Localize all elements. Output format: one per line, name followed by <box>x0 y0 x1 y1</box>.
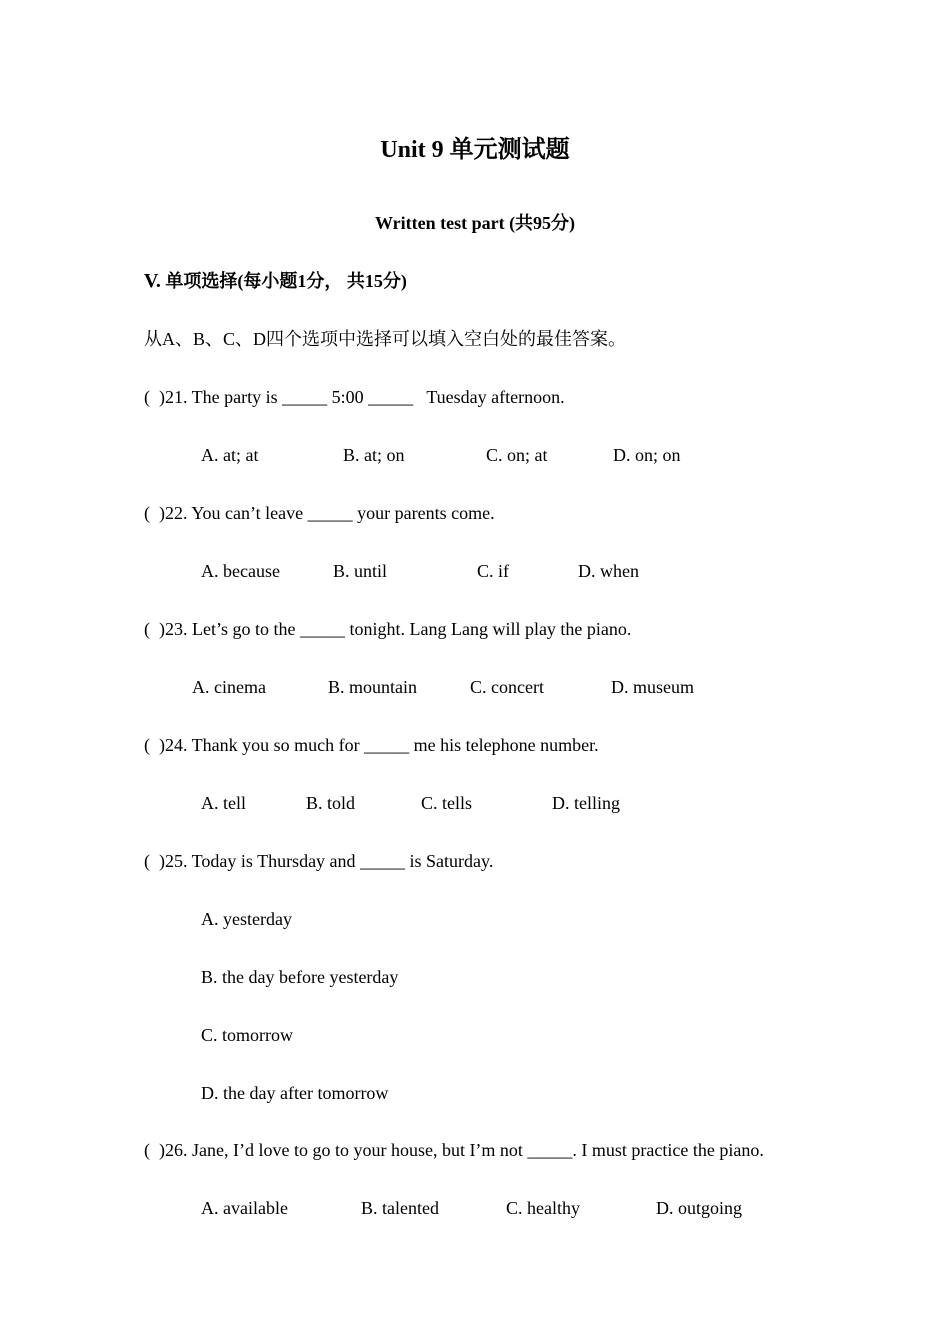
question-25-option-b: B. the day before yesterday <box>201 967 399 987</box>
section-heading <box>144 270 407 292</box>
question-26-stem: ( )26. Jane, I’d love to go to your house, but I’m not _____. I must practice the piano. <box>144 1140 764 1160</box>
question-22-option-b: B. until <box>333 561 388 581</box>
question-25-stem: ( )25. Today is Thursday and _____ is Saturday. <box>144 851 494 871</box>
question-24-option-b: B. told <box>306 793 356 813</box>
page-title: Unit 9 单元测试题 <box>380 137 570 163</box>
question-22-option-d: D. when <box>578 561 639 581</box>
question-26-option-d: D. outgoing <box>656 1198 743 1218</box>
question-23-option-a: A. cinema <box>192 677 266 697</box>
question-21-stem: ( )21. The party is _____ 5:00 _____ Tuesday afternoon. <box>144 387 565 407</box>
question-24-stem: ( )24. Thank you so much for _____ me his telephone number. <box>144 735 599 755</box>
section-numeral: V. <box>144 270 161 292</box>
question-21-option-c: C. on; at <box>486 445 548 465</box>
question-23-stem: ( )23. Let’s go to the _____ tonight. Lang Lang will play the piano. <box>144 619 632 639</box>
page-subtitle: Written test part (共95分) <box>374 213 576 233</box>
question-23-option-d: D. museum <box>611 677 694 697</box>
question-22-option-a: A. because <box>201 561 280 581</box>
instruction-text: 从A、B、C、D四个选项中选择可以填入空白处的最佳答案。 <box>144 329 627 349</box>
question-24-option-d: D. telling <box>552 793 620 813</box>
question-22-option-c: C. if <box>477 561 510 581</box>
question-26-option-b: B. talented <box>361 1198 439 1218</box>
question-25-option-d: D. the day after tomorrow <box>201 1083 389 1103</box>
question-25-option-c: C. tomorrow <box>201 1025 293 1045</box>
question-23-option-c: C. concert <box>470 677 544 697</box>
question-21-option-b: B. at; on <box>343 445 405 465</box>
question-26-option-a: A. available <box>201 1198 288 1218</box>
question-25-option-a: A. yesterday <box>201 909 292 929</box>
section-heading-text: 单项选择(每小题1分， 共15分) <box>160 271 407 291</box>
question-21-option-a: A. at; at <box>201 445 259 465</box>
question-26-option-c: C. healthy <box>506 1198 580 1218</box>
question-24-option-c: C. tells <box>421 793 473 813</box>
question-23-option-b: B. mountain <box>328 677 417 697</box>
question-24-option-a: A. tell <box>201 793 246 813</box>
question-21-option-d: D. on; on <box>613 445 681 465</box>
question-22-stem: ( )22. You can’t leave _____ your parents come. <box>144 503 495 523</box>
